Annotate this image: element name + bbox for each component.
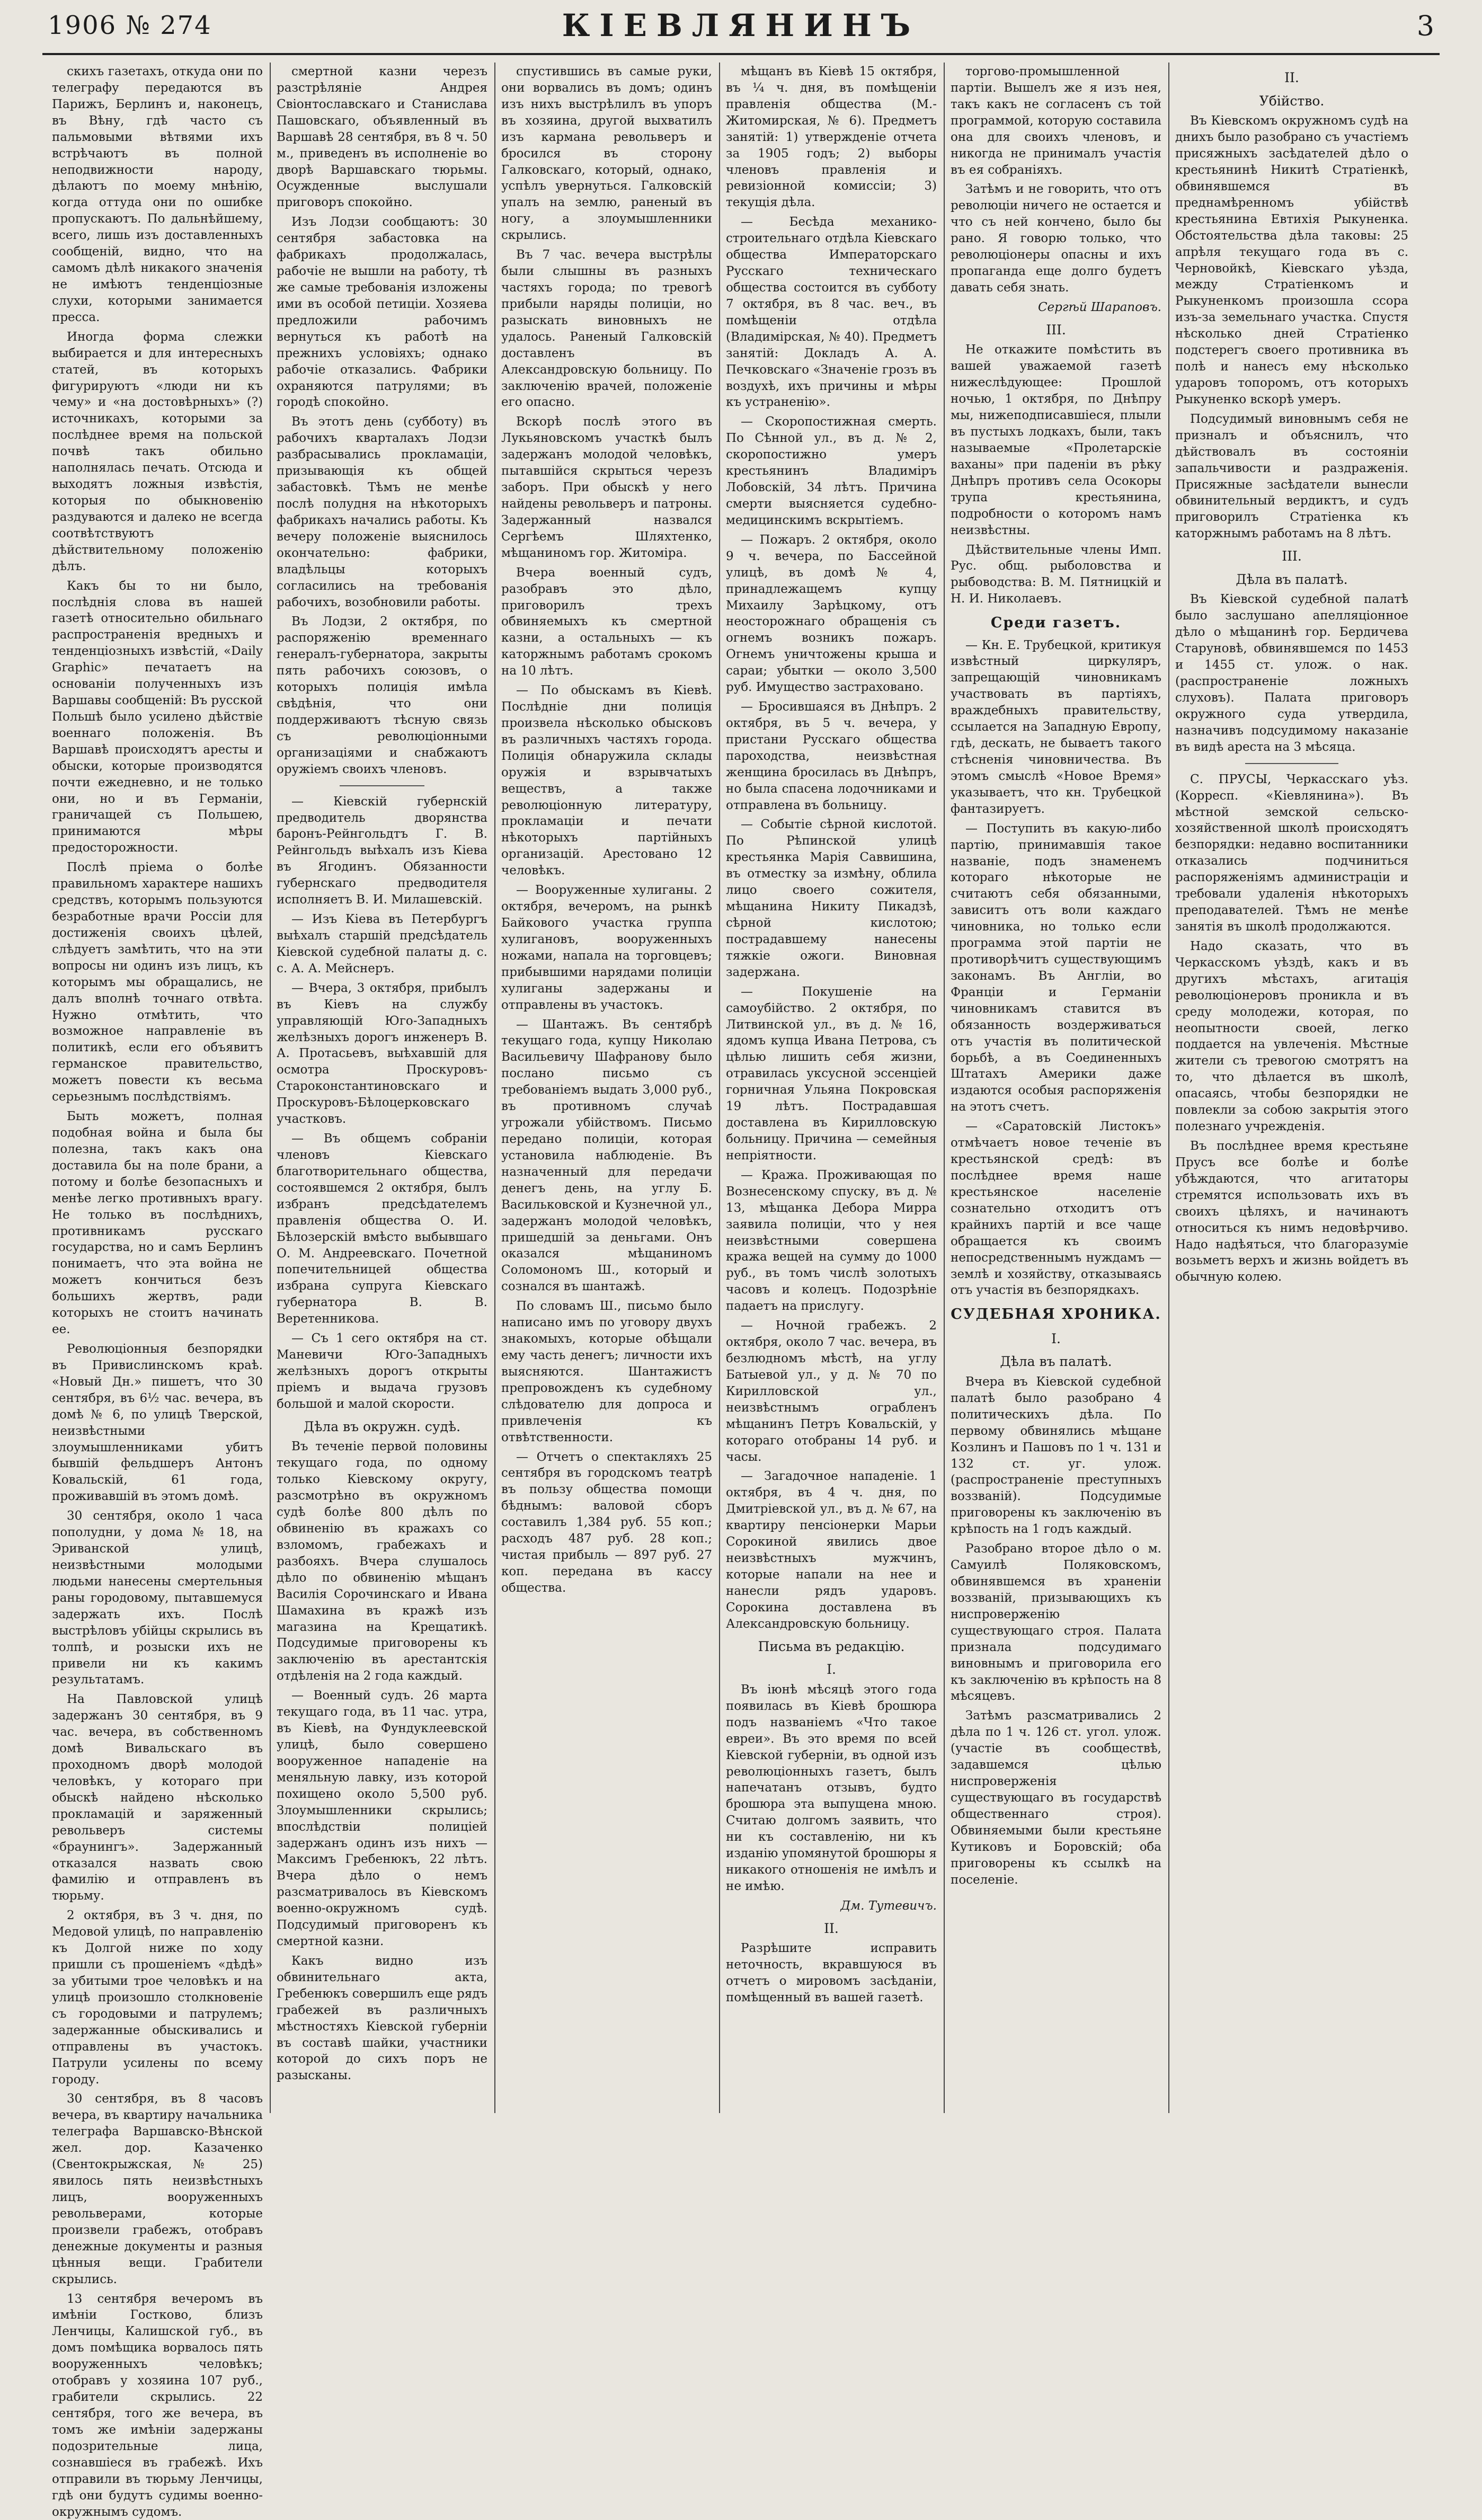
article-paragraph: — Бросившаяся въ Днѣпръ. 2 октября, въ 5 ч. вечера, у пристани Русскаго общества пароходства, неизвѣстная женщина бросилась въ Днѣпръ, но была спасена лодочниками и отправлена въ больницу.	[726, 700, 937, 812]
article-paragraph: Въ Кіевской судебной палатѣ было заслушано апелляціонное дѣло о мѣщанинѣ гор. Бердичева Старуновѣ, обвинявшемся по 1453 и 1455 ст. улож. о нак. (распространеніе ложныхъ слуховъ). Палата приговоръ окружного суда утвердила, назначивъ подсудимому наказаніе въ видѣ ареста на 3 мѣсяца.	[1175, 592, 1408, 754]
subheading: I.	[1051, 1330, 1061, 1346]
column-divider	[944, 63, 945, 2113]
article-paragraph: 30 сентября, около 1 часа пополудни, у дома № 18, на Эриванской улицѣ, неизвѣстными молодыми людьми нанесены смертельныя раны городовому, пытавшемуся задержать ихъ. Послѣ выстрѣловъ убійцы скрылись въ толпѣ, и розыски ихъ не привели ни къ какимъ результатамъ.	[52, 1509, 263, 1687]
article-paragraph: — Скоропостижная смерть. По Сѣнной ул., въ д. № 2, скоропостижно умеръ крестьянинъ Владиміръ Лобовскій, 34 лѣтъ. Причина смерти выясняется судебно-медицинскимъ вскрытіемъ.	[726, 415, 937, 527]
article-paragraph: — Кража. Проживающая по Вознесенскому спуску, въ д. № 13, мѣщанка Дебора Мирра заявила полиціи, что у нея неизвѣстными совершена кража вещей на сумму до 1000 руб., въ томъ числѣ золотыхъ часовъ и колецъ. Подозрѣніе падаетъ на прислугу.	[726, 1168, 937, 1314]
article-paragraph: Революціонныя безпорядки въ Привислинскомъ краѣ. «Новый Дн.» пишетъ, что 30 сентября, въ 6½ час. вечера, въ домѣ № 6, по улицѣ Тверской, неизвѣстными злоумышленниками убитъ бывшій фельдшеръ Антонъ Ковальскій, 61 года, проживавшій въ этомъ домѣ.	[52, 1342, 263, 1504]
article-paragraph: — Шантажъ. Въ сентябрѣ текущаго года, купцу Николаю Васильевичу Шафранову было послано письмо съ требованіемъ выдать 3,000 руб., въ противномъ случаѣ угрожали убійствомъ. Письмо передано полиціи, которая установила наблюденіе. Въ назначенный для передачи денегъ день, на углу Б. Васильковской и Кузнечной ул., задержанъ молодой человѣкъ, пришедшій за деньгами. Онъ оказался мѣщаниномъ Соломономъ Ш., который и сознался въ шантажѣ.	[501, 1017, 712, 1294]
header-rule	[42, 53, 1440, 55]
article-paragraph: С. ПРУСЫ, Черкасскаго уѣз. (Корресп. «Кіевлянина»). Въ мѣстной земской сельско-хозяйственной школѣ происходятъ безпорядки: недавно воспитанники отказались подчиниться распоряженіямъ администраціи и требовали удаленія нѣкоторыхъ преподавателей. Тѣмъ не менѣе занятія въ школѣ продолжаются.	[1175, 772, 1408, 934]
article-paragraph: — Загадочное нападеніе. 1 октября, въ 4 ч. дня, по Дмитріевской ул., въ д. № 67, на квартиру пенсіонерки Марьи Сорокиной явились двое неизвѣстныхъ мужчинъ, которые напали на нее и нанесли рядъ ударовъ. Сорокина доставлена въ Александровскую больницу.	[726, 1469, 937, 1631]
subheading: II.	[824, 1920, 839, 1936]
article-paragraph: — Поступить въ какую-либо партію, принимавшія такое названіе, подъ знаменемъ котораго нѣкоторые не считаютъ себя обязанными, зависитъ отъ воли каждаго чиновника, но только если программа этой партіи не противорѣчитъ существующимъ законамъ. Въ Англіи, во Франціи и Германіи чиновникамъ ставится въ обязанность воздерживаться отъ участія въ политической борьбѣ, а въ Соединенныхъ Штатахъ Америки даже издаются особыя распоряженія на этотъ счетъ.	[951, 821, 1161, 1114]
column-3	[501, 64, 712, 2109]
article-paragraph: торгово-промышленной партіи. Вышелъ же я изъ нея, такъ какъ не согласенъ съ той программой, которую составила она для своихъ членовъ, и никогда не принималъ участія въ ея собраніяхъ.	[951, 65, 1161, 177]
column-2	[277, 64, 487, 2109]
article-paragraph: — Кіевскій губернскій предводитель дворянства баронъ-Рейнгольдтъ Г. В. Рейнгольдъ выѣхалъ изъ Кіева въ Ягодинъ. Обязанности губернскаго предводителя исполняетъ В. И. Милашевскій.	[277, 794, 487, 907]
article-paragraph: Въ Лодзи, 2 октября, по распоряженію временнаго генералъ-губернатора, закрыты пять рабочихъ союзовъ, о которыхъ полиція имѣла свѣдѣнія, что они поддерживаютъ тѣсную связь съ революціонными организаціями и снабжаютъ оружіемъ своихъ членовъ.	[277, 615, 487, 776]
article-paragraph: Какъ видно изъ обвинительнаго акта, Гребенюкъ совершилъ еще рядъ грабежей въ различныхъ мѣстностяхъ Кіевской губерніи въ составѣ шайки, участники которой до сихъ поръ не разысканы.	[277, 1954, 487, 2083]
section-heading: Среди газетъ.	[990, 615, 1122, 632]
issue-number: 1906 № 274	[48, 11, 212, 40]
article-paragraph: мѣщанъ въ Кіевѣ 15 октября, въ ¼ ч. дня, въ помѣщеніи правленія общества (М.-Житомирская, № 6). Предметъ занятій: 1) утвержденіе отчета за 1905 годъ; 2) выборы членовъ правленія и ревизіонной комиссіи; 3) текущія дѣла.	[726, 65, 937, 210]
article-paragraph: Вскорѣ послѣ этого въ Лукьяновскомъ участкѣ былъ задержанъ молодой человѣкъ, пытавшійся скрыться черезъ заборъ. При обыскѣ у него найдены револьверъ и патроны. Задержанный назвался Сергѣемъ Шляхтенко, мѣщаниномъ гор. Житоміра.	[501, 415, 712, 560]
article-paragraph: Послѣ пріема о болѣе правильномъ характере нашихъ средствъ, которымъ пользуются безработные врачи Россіи для достиженія своихъ цѣлей, слѣдуетъ замѣтить, что на эти вопросы ни одинъ изъ лицъ, къ которымъ мы обращались, не далъ вполнѣ точнаго отвѣта. Нужно отмѣтить, что возможное направленіе въ политикѣ, если его объявитъ германское правительство, можетъ повести къ весьма серьезнымъ послѣдствіямъ.	[52, 860, 263, 1104]
article-paragraph: — Покушеніе на самоубійство. 2 октября, по Литвинской ул., въ д. № 16, ядомъ купца Ивана Петрова, съ цѣлью лишить себя жизни, отравилась уксусной эссенціей горничная Ульяна Покровская 19 лѣтъ. Пострадавшая доставлена въ Кирилловскую больницу. Причина — семейныя непріятности.	[726, 984, 937, 1163]
signature: Дм. Тутевичъ.	[840, 1898, 937, 1913]
column-6	[1175, 64, 1408, 2109]
article-paragraph: На Павловской улицѣ задержанъ 30 сентября, въ 9 час. вечера, въ собственномъ домѣ Вивальскаго въ проходномъ дворѣ молодой человѣкъ, у котораго при обыскѣ найдено нѣсколько прокламацій и заряженный револьверъ системы «браунингъ». Задержанный отказался назвать свою фамилію и отправленъ въ тюрьму.	[52, 1692, 263, 1903]
column-divider	[719, 63, 720, 2113]
article-paragraph: Въ послѣднее время крестьяне Прусъ все болѣе и болѣе убѣждаются, что агитаторы стремятся использовать ихъ въ своихъ цѣляхъ, и начинаютъ относиться къ нимъ недовѣрчиво. Надо надѣяться, что благоразуміе возьметъ верхъ и жизнь войдетъ въ обычную колею.	[1175, 1139, 1408, 1284]
subheading: II.	[1284, 70, 1299, 85]
subheading: III.	[1046, 322, 1066, 338]
subheading: Дѣла въ палатѣ.	[1236, 571, 1348, 587]
article-paragraph: 30 сентября, въ 8 часовъ вечера, въ квартиру начальника телеграфа Варшавско-Вѣнской жел. дор. Казаченко (Свентокрыжская, № 25) явилось пять неизвѣстныхъ лицъ, вооруженныхъ револьверами, которые произвели грабежъ, отобравъ денежные документы и разныя цѣнныя вещи. Грабители скрылись.	[52, 2092, 263, 2286]
section-separator	[1245, 763, 1338, 764]
article-paragraph: 2 октября, въ 3 ч. дня, по Медовой улицѣ, по направленію къ Долгой ниже по ходу пришли съ прошеніемъ «дѣдѣ» за убитыми трое человѣкъ и на улицѣ произошло столкновеніе съ городовыми и патрулемъ; задержанные обыскивались и отправлены въ участокъ. Патрули усилены по всему городу.	[52, 1909, 263, 2087]
subheading: Дѣла въ окружн. судѣ.	[303, 1418, 461, 1434]
article-paragraph: Быть можетъ, полная подобная война и была бы полезна, такъ какъ она доставила бы на поле брани, а потому и болѣе безопасныхъ и менѣе легко противныхъ врагу. Не только въ послѣднихъ, противникамъ русскаго государства, но и самъ Берлинъ понимаетъ, что эта война не можетъ кончиться безъ большихъ жертвъ, ради которыхъ не стоитъ начинать ее.	[52, 1110, 263, 1337]
article-paragraph: — «Саратовскій Листокъ» отмѣчаетъ новое теченіе въ крестьянской средѣ: въ послѣднее время наше крестьянское населеніе сознательно отходитъ отъ крайнихъ партій и все чаще обращается къ своимъ непосредственнымъ нуждамъ — землѣ и хозяйству, отказываясь отъ участія въ безпорядкахъ.	[951, 1120, 1161, 1298]
article-paragraph: 13 сентября вечеромъ въ имѣніи Гостково, близъ Ленчицы, Калишской губ., въ домъ помѣщика ворвалось пять вооруженныхъ человѣкъ; отобравъ у хозяина 107 руб., грабители скрылись. 22 сентября, того же вечера, въ томъ же имѣніи задержаны подозрительные лица, сознавшіеся въ грабежѣ. Ихъ отправили въ тюрьму Ленчицы, гдѣ они будутъ судимы военно-окружнымъ судомъ.	[52, 2292, 263, 2519]
article-paragraph: Затѣмъ разсматривались 2 дѣла по 1 ч. 126 ст. угол. улож. (участіе въ сообществѣ, задавшемся цѣлью ниспроверженія существующаго въ государствѣ общественнаго строя). Обвиняемыми были крестьяне Кутиковъ и Боровскій; оба приговорены къ ссылкѣ на поселеніе.	[951, 1709, 1161, 1887]
article-paragraph: — Съ 1 сего октября на ст. Маневичи Юго-Западныхъ желѣзныхъ дорогъ открыты пріемъ и выдача грузовъ большой и малой скорости.	[277, 1332, 487, 1411]
article-paragraph: Въ іюнѣ мѣсяцѣ этого года появилась въ Кіевѣ брошюра подъ названіемъ «Что такое евреи». Въ это время по всей Кіевской губерніи, въ одной изъ революціонныхъ газетъ, былъ напечатанъ отзывъ, будто брошюра эта выпущена мною. Считаю долгомъ заявить, что ни къ составленію, ни къ изданію упомянутой брошюры я никакого отношенія не имѣлъ и не имѣю.	[726, 1682, 937, 1893]
column-4	[726, 64, 937, 2109]
subheading: Дѣла въ палатѣ.	[1000, 1354, 1112, 1370]
article-paragraph: Разрѣшите исправить неточность, вкравшуюся въ отчетъ о мировомъ засѣданіи, помѣщенный въ вашей газетѣ.	[726, 1941, 937, 2005]
article-paragraph: Подсудимый виновнымъ себя не призналъ и объяснилъ, что дѣйствовалъ въ состояніи запальчивости и раздраженія. Присяжные засѣдатели вынесли обвинительный вердиктъ, и судъ приговорилъ Стратіенка къ каторжнымъ работамъ на 8 лѣтъ.	[1175, 412, 1408, 541]
article-paragraph: спустившись въ самые руки, они ворвались въ домъ; одинъ изъ нихъ выстрѣлилъ въ упоръ въ хозяина, другой выхватилъ изъ кармана револьверъ и бросился въ сторону Галковскаго, который, однако, успѣлъ увернуться. Галковскій упалъ на землю, раненый въ ногу, а злоумышленники скрылись.	[501, 65, 712, 243]
column-divider	[1168, 63, 1169, 2113]
article-paragraph: — Изъ Кіева въ Петербургъ выѣхалъ старшій предсѣдатель Кіевской судебной палаты д. с. с. А. А. Мейснеръ.	[277, 912, 487, 975]
column-divider	[494, 63, 495, 2113]
subheading: III.	[1282, 548, 1302, 564]
column-1	[52, 64, 263, 2519]
article-paragraph: — Бесѣда механико-строительнаго отдѣла Кіевскаго общества Императорскаго Русскаго техническаго общества состоится въ субботу 7 октября, въ 8 час. веч., въ помѣщеніи отдѣла (Владимірская, № 40). Предметъ занятій: Докладъ А. А. Печковскаго «Значеніе грозъ въ воздухѣ, ихъ причины и мѣры къ устраненію».	[726, 215, 937, 410]
section-heading: СУДЕБНАЯ ХРОНИКА.	[951, 1306, 1161, 1323]
article-paragraph: — Событіе сѣрной кислотой. По Рѣпинской улицѣ крестьянка Марія Саввишина, въ отместку за измѣну, облила лицо своего сожителя, мѣщанина Никиту Пикадзѣ, сѣрной кислотою; пострадавшему нанесены тяжкіе ожоги. Виновная задержана.	[726, 818, 937, 979]
article-paragraph: Изъ Лодзи сообщаютъ: 30 сентября забастовка на фабрикахъ продолжалась, рабочіе не вышли на работу, тѣ же самые требованія изложены ими въ особой петиціи. Хозяева предложили рабочимъ вернуться къ работѣ на прежнихъ условіяхъ; однако рабочіе отказались. Фабрики охраняются патрулями; въ городѣ спокойно.	[277, 215, 487, 410]
article-paragraph: Не откажите помѣстить въ вашей уважаемой газетѣ нижеслѣдующее: Прошлой ночью, 1 октября, по Днѣпру мы, нижеподписавшіеся, плыли въ пустыхъ лодкахъ, были, такъ называемые «Пролетарскіе ваханы» при паденіи въ рѣку Днѣпръ противъ села Осокоры трупа крестьянина, подробности о которомъ намъ неизвѣстны.	[951, 343, 1161, 537]
article-paragraph: — Вчера, 3 октября, прибылъ въ Кіевъ на службу управляющій Юго-Западныхъ желѣзныхъ дорогъ инженеръ В. А. Протасьевъ, выѣхавшій для осмотра Проскуровъ-Староконстантиновскаго и Проскуровъ-Бѣлоцерковскаго участковъ.	[277, 981, 487, 1126]
subheading: Письма въ редакцію.	[758, 1638, 905, 1654]
article-paragraph: — Кн. Е. Трубецкой, критикуя извѣстный циркуляръ, запрещающій чиновникамъ участвовать въ партіяхъ, враждебныхъ правительству, ссылается на Западную Европу, гдѣ, дескать, не бываетъ такого стѣсненія чиновничества. Въ этомъ смыслѣ «Новое Время» указываетъ, что кн. Трубецкой фантазируетъ.	[951, 638, 1161, 816]
subheading: Убійство.	[1259, 93, 1325, 109]
article-paragraph: скихъ газетахъ, откуда они по телеграфу передаются въ Парижъ, Берлинъ и, наконецъ, въ Вѣну, гдѣ часто съ пальмовыми вѣтвями ихъ встрѣчаютъ въ полной неподвижности народу, дѣлаютъ по моему мнѣнію, когда оттуда они по ошибке пропускаютъ. По дальнѣйшему, всего, лишь изъ доставленныхъ сообщеній, видно, что на самомъ дѣлѣ никакого значенія не имѣютъ тенденціозные слухи, которыми занимается пресса.	[52, 65, 263, 324]
article-paragraph: — Ночной грабежъ. 2 октября, около 7 час. вечера, въ безлюдномъ мѣстѣ, на углу Батыевой ул., у д. № 70 по Кирилловской ул., неизвѣстнымъ ограбленъ мѣщанинъ Петръ Ковальскій, у котораго отобраны 14 руб. и часы.	[726, 1319, 937, 1464]
signature: Сергѣй Шараповъ.	[1037, 300, 1161, 314]
masthead	[0, 0, 1482, 53]
article-paragraph: — По обыскамъ въ Кіевѣ. Послѣдніе дни полиція произвела нѣсколько обысковъ въ различныхъ частяхъ города. Полиція обнаружила склады оружія и взрывчатыхъ веществъ, а также революціонную литературу, прокламаціи и печати нѣкоторыхъ партійныхъ организацій. Арестовано 12 человѣкъ.	[501, 684, 712, 878]
article-paragraph: — Въ общемъ собраніи членовъ Кіевскаго благотворительнаго общества, состоявшемся 2 октября, былъ избранъ предсѣдателемъ правленія общества О. И. Бѣлозерскій вмѣсто выбывшаго О. М. Андреевскаго. Почетной попечительницей общества избрана супруга Кіевскаго губернатора В. В. Веретенникова.	[277, 1132, 487, 1326]
article-paragraph: — Отчетъ о спектакляхъ 25 сентября въ городскомъ театрѣ въ пользу общества помощи бѣднымъ: валовой сборъ составилъ 1,384 руб. 55 коп.; расходъ 487 руб. 28 коп.; чистая прибыль — 897 руб. 27 коп. передана въ кассу общества.	[501, 1450, 712, 1595]
article-paragraph: — Военный судъ. 26 марта текущаго года, въ 11 час. утра, въ Кіевѣ, на Фундуклеевской улицѣ, было совершено вооруженное нападеніе на меняльную лавку, изъ которой похищено около 5,500 руб. Злоумышленники скрылись; впослѣдствіи полиціей задержанъ одинъ изъ нихъ — Максимъ Гребенюкъ, 22 лѣтъ. Вчера дѣло о немъ разсматривалось въ Кіевскомъ военно-окружномъ судѣ. Подсудимый приговоренъ къ смертной казни.	[277, 1689, 487, 1949]
article-paragraph: Разобрано второе дѣло о м. Самуилѣ Поляковскомъ, обвинявшемся въ храненіи воззваній, призывающихъ къ ниспроверженію существующаго строя. Палата признала подсудимаго виновнымъ и приговорила его къ заключенію въ крѣпость на 8 мѣсяцевъ.	[951, 1542, 1161, 1703]
page-number: 3	[1416, 11, 1434, 42]
article-paragraph: — Пожаръ. 2 октября, около 9 ч. вечера, по Бассейной улицѣ, въ домѣ № 4, принадлежащемъ купцу Михаилу Зарѣцкому, отъ неосторожнаго обращенія съ огнемъ возникъ пожаръ. Огнемъ уничтожены крыша и сараи; убытки — около 3,500 руб. Имущество застраховано.	[726, 533, 937, 695]
article-paragraph: Иногда форма слежки выбирается и для интересныхъ статей, въ которыхъ фигурируютъ «люди ни къ чему» и «на достовѣрныхъ» (?) источникахъ, которыми за послѣднее время на польской почвѣ такъ обильно наполнялась печать. Отсюда и выходятъ ложныя извѣстія, которыя по обыкновенію раздуваются и далеко не всегда соотвѣтствуютъ дѣйствительному положенію дѣлъ.	[52, 330, 263, 573]
article-paragraph: Въ 7 час. вечера выстрѣлы были слышны въ разныхъ частяхъ города; по тревогѣ прибыли наряды полиціи, но разыскать виновныхъ не удалось. Раненый Галковскій доставленъ въ Александровскую больницу. По заключенію врачей, положеніе его опасно.	[501, 248, 712, 410]
column-divider	[270, 63, 271, 2113]
article-paragraph: Въ Кіевскомъ окружномъ судѣ на днихъ было разобрано съ участіемъ присяжныхъ засѣдателей дѣло о крестьянинѣ Никитѣ Стратіенкѣ, обвинявшемся въ преднамѣренномъ убійствѣ крестьянина Евтихія Рыкуненка. Обстоятельства дѣла таковы: 25 апрѣля текущаго года въ с. Черновойкѣ, Кіевскаго уѣзда, между Стратіенкомъ и Рыкуненкомъ произошла ссора изъ-за земельнаго участка. Спустя нѣсколько дней Стратіенко подстерегъ своего противника въ полѣ и нанесъ ему нѣсколько ударовъ топоромъ, отъ которыхъ Рыкуненко вскорѣ умеръ.	[1175, 114, 1408, 406]
article-paragraph: Въ теченіе первой половины текущаго года, по одному только Кіевскому округу, разсмотрѣно въ окружномъ судѣ болѣе 800 дѣлъ по обвиненію въ кражахъ со взломомъ, грабежахъ и разбояхъ. Вчера слушалось дѣло по обвиненію мѣщанъ Василія Сорочинскаго и Ивана Шамахина въ кражѣ изъ магазина на Крещатикѣ. Подсудимые приговорены къ заключенію въ арестантскія отдѣленія на 2 года каждый.	[277, 1440, 487, 1683]
article-paragraph: Затѣмъ и не говорить, что отъ революціи ничего не остается и что съ ней кончено, было бы рано. Я говорю только, что революціонеры опасны и ихъ пропаганда еще долго будетъ давать себя знать.	[951, 182, 1161, 295]
section-separator	[340, 785, 424, 786]
newspaper-title: КІЕВЛЯНИНЪ	[562, 7, 920, 43]
subheading: I.	[827, 1662, 836, 1678]
article-paragraph: Вчера въ Кіевской судебной палатѣ было разобрано 4 политическихъ дѣла. По первому обвинялись мѣщане Козлинъ и Пашовъ по 1 ч. 131 и 132 ст. уг. улож. (распространеніе преступныхъ воззваній). Подсудимые приговорены къ заключенію въ крѣпость на 1 годъ каждый.	[951, 1374, 1161, 1537]
article-paragraph: Какъ бы то ни было, послѣднія слова въ нашей газетѣ относительно обильнаго распространенія вредныхъ и тенденціозныхъ извѣстій, «Daily Graphic» печатаетъ на основаніи полученныхъ изъ Варшавы сообщеній: Въ русской Польшѣ было усилено дѣйствіе военнаго положенія. Въ Варшавѣ происходятъ аресты и обыски, которые производятся почти ежедневно, и не только они, но и въ Германіи, граничащей съ Польшею, принимаются мѣры предосторожности.	[52, 579, 263, 855]
article-paragraph: Вчера военный судъ, разобравъ это дѣло, приговорилъ трехъ обвиняемыхъ къ смертной казни, а остальныхъ — къ каторжнымъ работамъ срокомъ на 10 лѣтъ.	[501, 565, 712, 678]
article-paragraph: — Вооруженные хулиганы. 2 октября, вечеромъ, на рынкѣ Байкового участка группа хулигановъ, вооруженныхъ ножами, напала на торговцевъ; прибывшими нарядами полиціи хулиганы задержаны и отправлены въ участокъ.	[501, 883, 712, 1012]
article-paragraph: Дѣйствительные члены Имп. Рус. общ. рыболовства и рыбоводства: В. М. Пятницкій и Н. И. Николаевъ.	[951, 543, 1161, 606]
article-paragraph: По словамъ Ш., письмо было написано имъ по уговору двухъ знакомыхъ, которые обѣщали ему часть денегъ; личности ихъ выясняются. Шантажистъ препровожденъ къ судебному слѣдователю для допроса и привлеченія къ отвѣтственности.	[501, 1299, 712, 1444]
article-paragraph: смертной казни черезъ разстрѣляніе Андрея Свіонтославскаго и Станислава Пашовскаго, объявленный въ Варшавѣ 28 сентября, въ 8 ч. 50 м., приведенъ въ исполненіе во дворѣ Варшавскаго тюрьмы. Осужденные выслушали приговоръ спокойно.	[277, 65, 487, 210]
article-paragraph: Въ этотъ день (субботу) въ рабочихъ кварталахъ Лодзи разбрасывались прокламаціи, призывающія къ общей забастовкѣ. Тѣмъ не менѣе послѣ полудня на нѣкоторыхъ фабрикахъ начались работы. Къ вечеру положеніе выяснилось окончательно: фабрики, владѣльцы которыхъ согласились на требованія рабочихъ, возобновили работы.	[277, 415, 487, 609]
column-5	[951, 64, 1161, 2109]
article-paragraph: Надо сказать, что въ Черкасскомъ уѣздѣ, какъ и въ другихъ мѣстахъ, агитація революціонеровъ проникла и въ среду молодежи, которая, по неопытности своей, легко поддается на увлеченія. Мѣстные жители съ тревогою смотрятъ на то, что дѣлается въ школѣ, опасаясь, чтобы безпорядки не повлекли за собою закрытія этого полезнаго учрежденія.	[1175, 939, 1408, 1134]
